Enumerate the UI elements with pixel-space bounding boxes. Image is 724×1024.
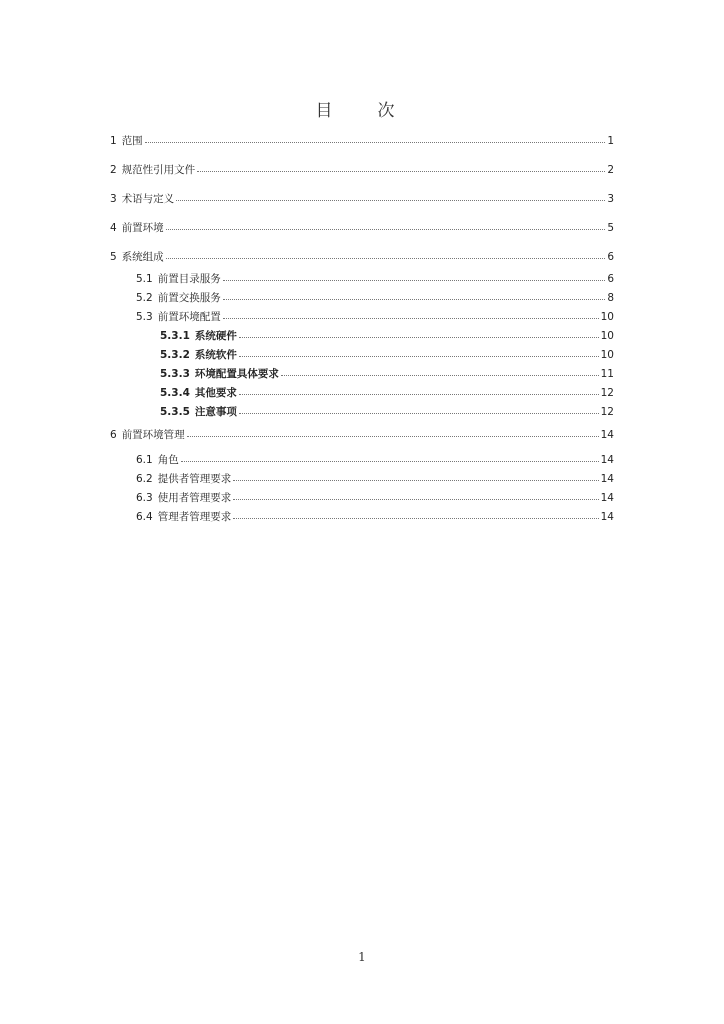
toc-leader-dots (239, 327, 599, 338)
toc-entry-label: 管理者管理要求 (157, 511, 232, 523)
toc-entry-page: 10 (600, 330, 614, 342)
toc-leader-dots (239, 346, 599, 357)
toc-entry-number: 5.2 (136, 292, 153, 304)
toc-entry-label: 规范性引用文件 (121, 164, 196, 176)
toc-entry-number: 6.1 (136, 454, 153, 466)
toc-entry[interactable] (160, 328, 614, 343)
toc-entry-number: 6.2 (136, 473, 153, 485)
toc-entry-number: 5.3.5 (160, 406, 190, 418)
toc-leader-dots (233, 508, 598, 519)
toc-entry-number: 6.3 (136, 492, 153, 504)
toc-entry-page: 2 (607, 164, 614, 176)
toc-entry-label: 其他要求 (194, 387, 237, 399)
toc-entry[interactable] (136, 309, 614, 324)
toc-entry-label: 术语与定义 (121, 193, 175, 205)
toc-leader-dots (197, 161, 605, 172)
toc-entry-page: 14 (600, 473, 614, 485)
toc-entry-page: 14 (600, 492, 614, 504)
toc-entry[interactable] (110, 220, 614, 235)
toc-entry[interactable] (136, 271, 614, 286)
toc-leader-dots (223, 308, 599, 319)
toc-entry-number: 4 (110, 222, 117, 234)
toc-entry-page: 14 (600, 454, 614, 466)
toc-entry-page: 3 (607, 193, 614, 205)
toc-entry-label: 系统组成 (121, 251, 164, 263)
toc-entry-number: 5.1 (136, 273, 153, 285)
toc-entry[interactable] (160, 385, 614, 400)
toc-leader-dots (281, 365, 599, 376)
toc-entry-page: 12 (600, 406, 614, 418)
toc-entry-label: 范围 (121, 135, 143, 147)
toc-entry-number: 6 (110, 429, 117, 441)
toc-entry[interactable] (136, 490, 614, 505)
toc-entry-page: 6 (607, 251, 614, 263)
toc-entry-number: 2 (110, 164, 117, 176)
page-number: 1 (358, 950, 366, 964)
toc-entry-label: 系统硬件 (194, 330, 237, 342)
toc-leader-dots (239, 403, 599, 414)
toc-entry-number: 5.3.3 (160, 368, 190, 380)
toc-entry-label: 前置环境管理 (121, 429, 185, 441)
toc-entry-label: 使用者管理要求 (157, 492, 232, 504)
toc-entry[interactable] (110, 162, 614, 177)
toc-entry[interactable] (110, 133, 614, 148)
toc-leader-dots (181, 451, 599, 462)
toc-entry[interactable] (136, 509, 614, 524)
toc-entry-label: 前置环境配置 (157, 311, 221, 323)
toc-entry-page: 8 (607, 292, 614, 304)
toc-entry-label: 前置交换服务 (157, 292, 221, 304)
toc-entry-page: 10 (600, 349, 614, 361)
toc-entry[interactable] (160, 366, 614, 381)
toc-leader-dots (223, 270, 606, 281)
toc-leader-dots (223, 289, 606, 300)
toc-leader-dots (233, 470, 598, 481)
toc-entry-label: 角色 (157, 454, 179, 466)
toc-leader-dots (239, 384, 599, 395)
toc-entry-number: 1 (110, 135, 117, 147)
toc-entry[interactable] (136, 452, 614, 467)
toc-entry-number: 6.4 (136, 511, 153, 523)
toc-leader-dots (187, 426, 599, 437)
toc-entry-number: 5.3.1 (160, 330, 190, 342)
toc-leader-dots (166, 248, 606, 259)
toc-entry-label: 前置目录服务 (157, 273, 221, 285)
toc-title: 目 次 (315, 101, 409, 121)
toc-entry-number: 3 (110, 193, 117, 205)
toc-entry-page: 14 (600, 429, 614, 441)
toc-entry-page: 14 (600, 511, 614, 523)
toc-leader-dots (145, 132, 606, 143)
toc-entry[interactable] (136, 290, 614, 305)
toc-entry-page: 5 (607, 222, 614, 234)
toc-leader-dots (176, 190, 605, 201)
toc-entry-page: 6 (607, 273, 614, 285)
toc-entry-label: 前置环境 (121, 222, 164, 234)
toc-entry-page: 1 (607, 135, 614, 147)
toc-entry-number: 5.3 (136, 311, 153, 323)
toc-leader-dots (233, 489, 598, 500)
toc-entry[interactable] (110, 249, 614, 264)
toc-entry-page: 10 (600, 311, 614, 323)
toc-entry[interactable] (110, 191, 614, 206)
toc-entry-label: 环境配置具体要求 (194, 368, 279, 380)
toc-entry[interactable] (110, 427, 614, 442)
toc-entry[interactable] (160, 347, 614, 362)
toc-entry[interactable] (160, 404, 614, 419)
toc-entry-label: 提供者管理要求 (157, 473, 232, 485)
toc-entry-page: 12 (600, 387, 614, 399)
toc-entry-page: 11 (600, 368, 614, 380)
toc-entry-label: 注意事项 (194, 406, 237, 418)
toc-entry[interactable] (136, 471, 614, 486)
toc-entry-number: 5 (110, 251, 117, 263)
toc-entry-number: 5.3.2 (160, 349, 190, 361)
toc-leader-dots (166, 219, 606, 230)
toc-entry-number: 5.3.4 (160, 387, 190, 399)
toc-entry-label: 系统软件 (194, 349, 237, 361)
